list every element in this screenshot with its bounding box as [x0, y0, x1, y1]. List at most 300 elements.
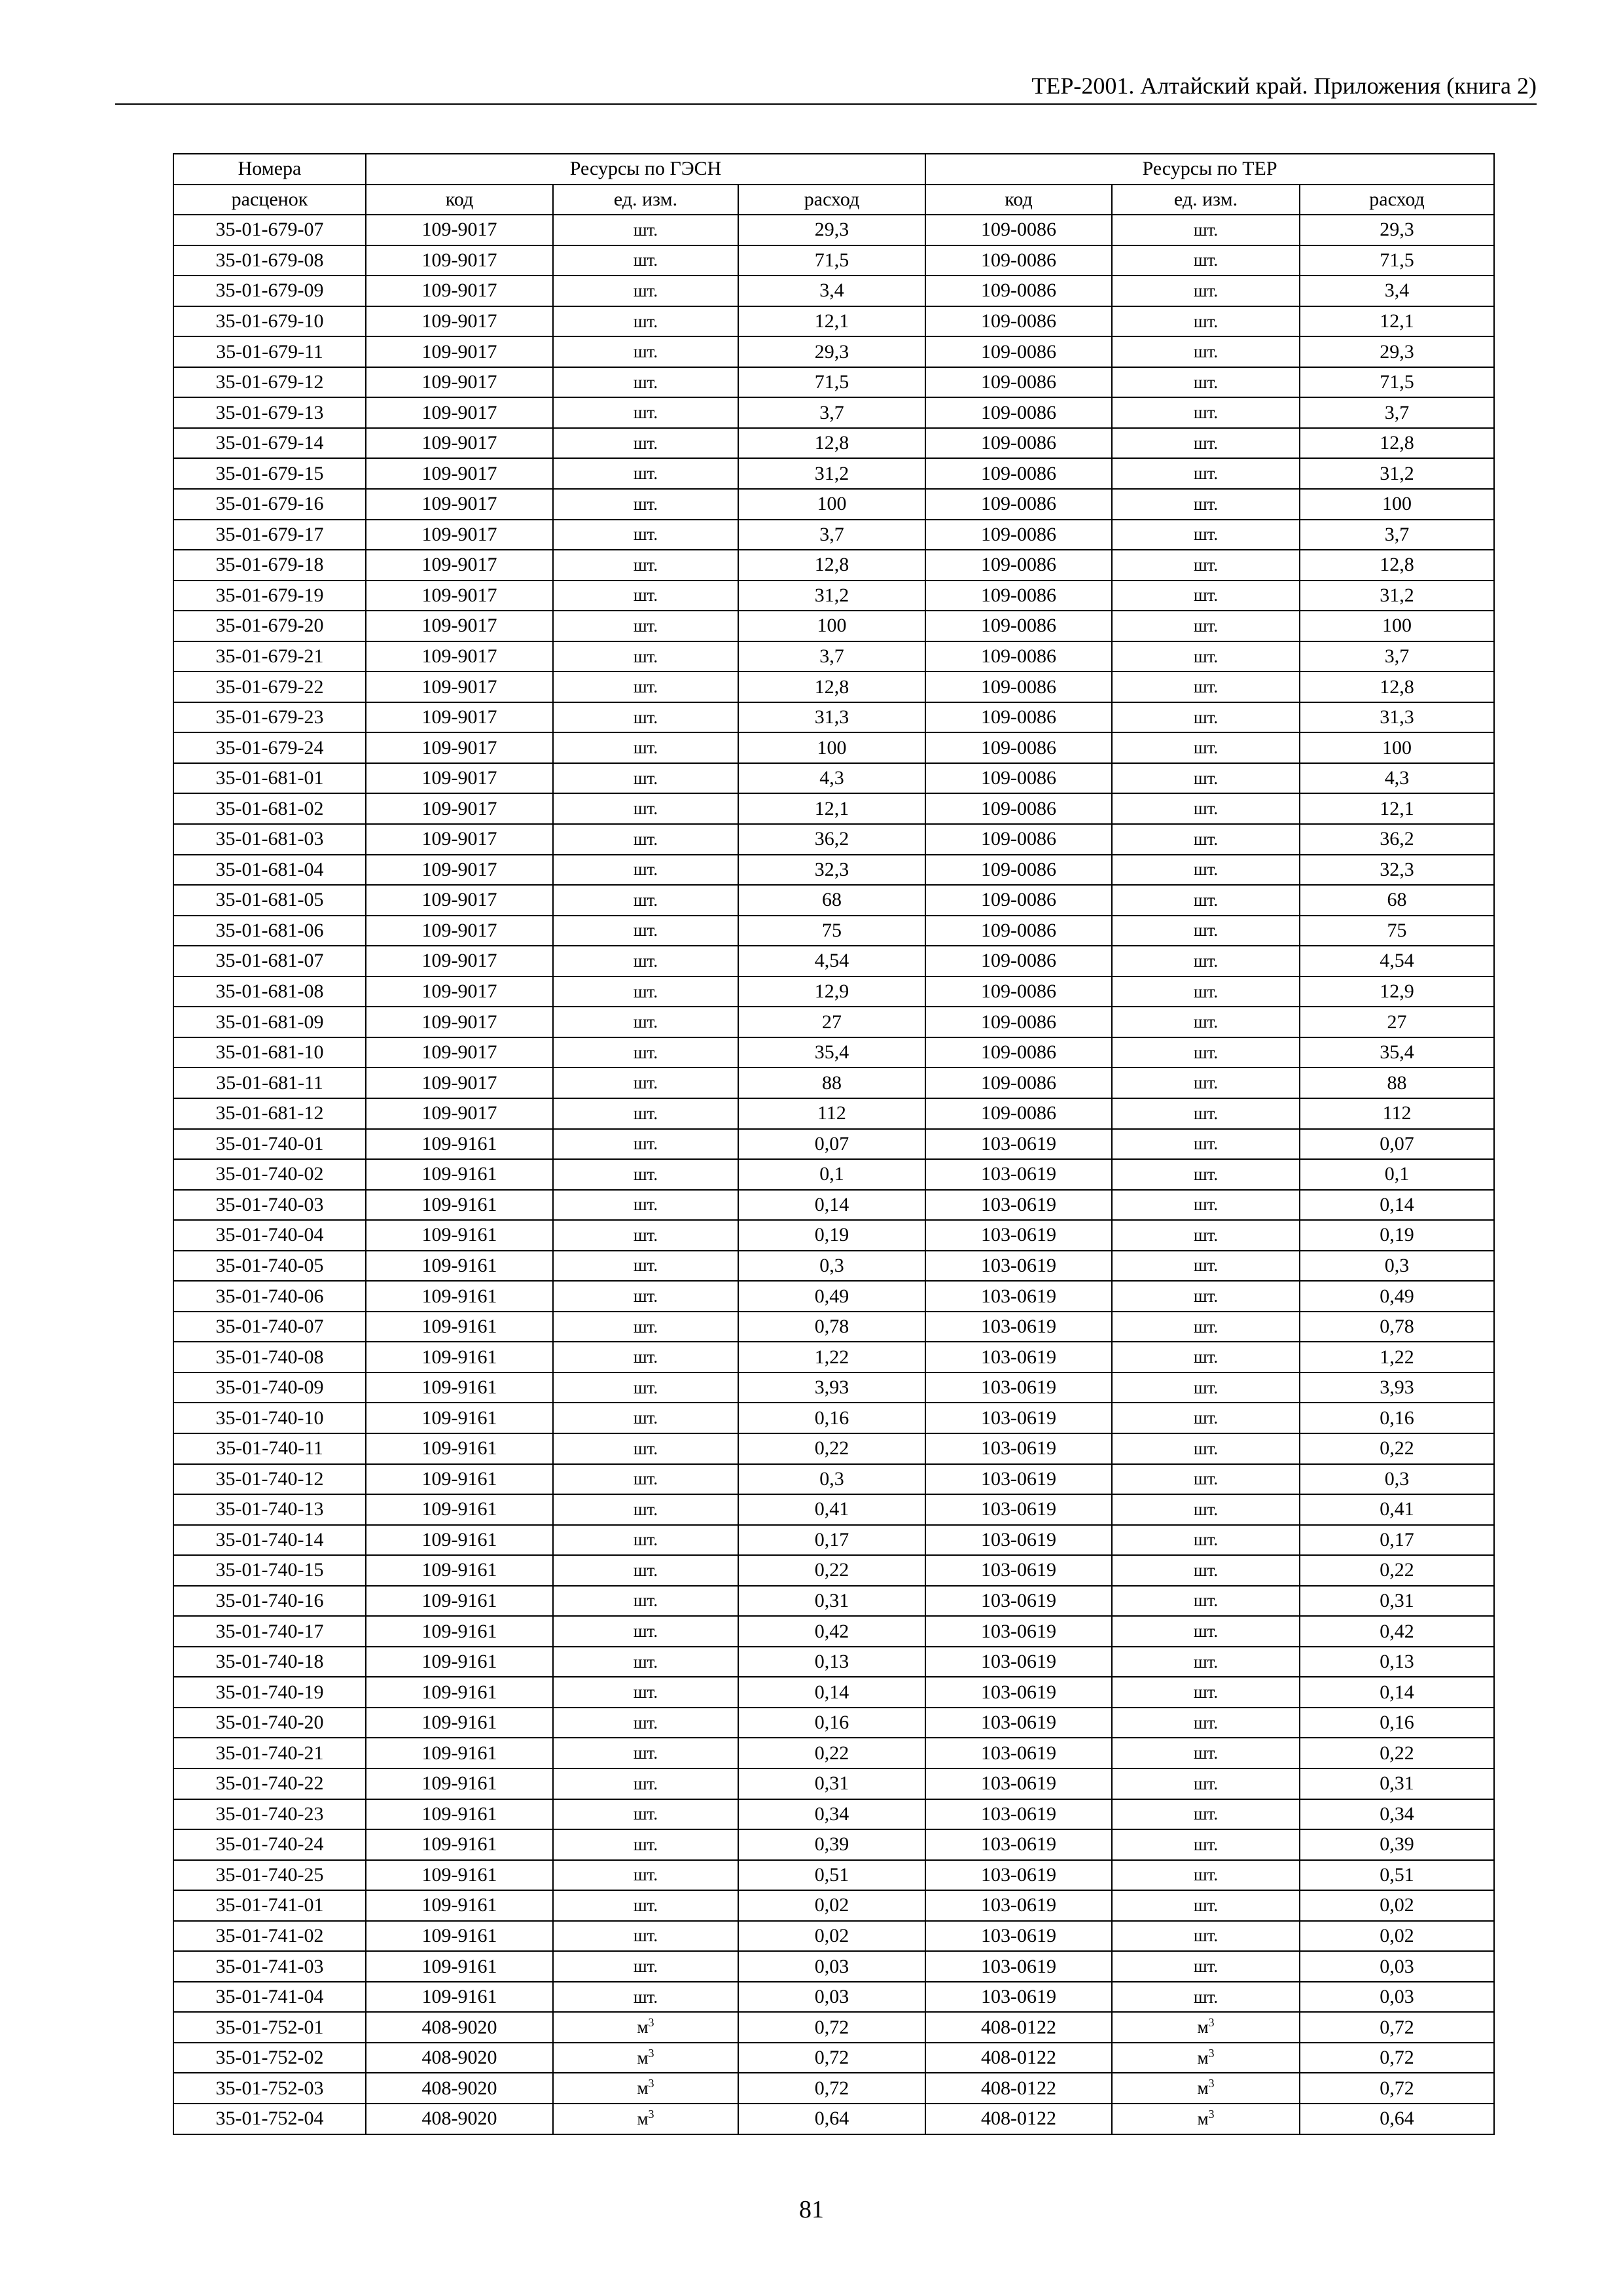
ter-code-cell: 103-0619	[925, 1312, 1112, 1342]
table-row	[173, 2073, 1494, 2104]
gesn-code-cell: 109-9161	[366, 1403, 553, 1433]
gesn-unit-cell: шт.	[553, 1494, 738, 1525]
gesn-code-cell: 109-9161	[366, 1951, 553, 1982]
rate-number-cell: 35-01-752-03	[173, 2073, 366, 2104]
gesn-unit-cell: шт.	[553, 1616, 738, 1647]
gesn-code-cell: 109-9017	[366, 550, 553, 581]
table-row	[173, 855, 1494, 886]
gesn-unit-cell: шт.	[553, 1312, 738, 1342]
table-row	[173, 1860, 1494, 1891]
gesn-unit-cell: шт.	[553, 1525, 738, 1556]
rate-number-cell: 35-01-679-18	[173, 550, 366, 581]
ter-unit-cell: шт.	[1112, 1829, 1300, 1860]
rate-number-cell: 35-01-679-22	[173, 672, 366, 702]
ter-unit-cell: шт.	[1112, 916, 1300, 946]
ter-amount-cell: 27	[1300, 1007, 1494, 1037]
ter-unit-cell: шт.	[1112, 1464, 1300, 1495]
gesn-unit-cell: шт.	[553, 276, 738, 306]
ter-unit-cell: шт.	[1112, 1281, 1300, 1312]
table-row	[173, 1890, 1494, 1921]
ter-unit-cell: шт.	[1112, 702, 1300, 733]
ter-code-cell: 408-0122	[925, 2073, 1112, 2104]
gesn-amount-cell: 0,19	[738, 1220, 925, 1251]
ter-unit-cell: шт.	[1112, 1890, 1300, 1921]
ter-unit-cell: шт.	[1112, 1220, 1300, 1251]
gesn-amount-cell: 29,3	[738, 215, 925, 245]
ter-amount-cell: 0,14	[1300, 1677, 1494, 1708]
gesn-code-cell: 109-9161	[366, 1921, 553, 1952]
gesn-amount-cell: 12,1	[738, 793, 925, 824]
rate-number-cell: 35-01-679-11	[173, 336, 366, 367]
gesn-amount-cell: 3,7	[738, 641, 925, 672]
ter-unit-cell: $м^3$	[1112, 2073, 1300, 2104]
rate-number-cell: 35-01-681-10	[173, 1037, 366, 1068]
gesn-unit-cell: шт.	[553, 1799, 738, 1830]
table-row	[173, 946, 1494, 977]
rate-number-cell: 35-01-740-14	[173, 1525, 366, 1556]
ter-amount-cell: 35,4	[1300, 1037, 1494, 1068]
ter-code-cell: 103-0619	[925, 1829, 1112, 1860]
ter-amount-cell: 0,3	[1300, 1251, 1494, 1282]
rate-number-cell: 35-01-740-23	[173, 1799, 366, 1830]
ter-amount-cell: 0,1	[1300, 1159, 1494, 1190]
gesn-amount-cell: 12,9	[738, 977, 925, 1007]
table-row	[173, 1982, 1494, 2013]
gesn-code-cell: 109-9017	[366, 581, 553, 611]
table-row	[173, 367, 1494, 398]
ter-code-cell: 109-0086	[925, 1007, 1112, 1037]
gesn-code-cell: 109-9017	[366, 824, 553, 855]
ter-amount-cell: 12,1	[1300, 306, 1494, 337]
ter-code-cell: 109-0086	[925, 611, 1112, 641]
ter-code-cell: 109-0086	[925, 550, 1112, 581]
ter-code-cell: 103-0619	[925, 1159, 1112, 1190]
gesn-unit-cell: шт.	[553, 1220, 738, 1251]
ter-unit-cell: шт.	[1112, 611, 1300, 641]
ter-amount-cell: 4,3	[1300, 763, 1494, 794]
gesn-unit-cell: шт.	[553, 1738, 738, 1768]
rate-number-cell: 35-01-741-04	[173, 1982, 366, 2013]
rate-number-cell: 35-01-679-23	[173, 702, 366, 733]
ter-amount-cell: 0,64	[1300, 2104, 1494, 2134]
ter-code-cell: 109-0086	[925, 732, 1112, 763]
gesn-unit-cell: шт.	[553, 1951, 738, 1982]
ter-unit-cell: шт.	[1112, 520, 1300, 550]
gesn-amount-cell: 0,72	[738, 2012, 925, 2043]
gesn-amount-cell: 31,2	[738, 581, 925, 611]
ter-code-cell: 109-0086	[925, 397, 1112, 428]
gesn-unit-cell: шт.	[553, 520, 738, 550]
gesn-unit-cell: шт.	[553, 702, 738, 733]
ter-code-cell: 109-0086	[925, 458, 1112, 489]
ter-amount-cell: 0,78	[1300, 1312, 1494, 1342]
gesn-amount-cell: 112	[738, 1098, 925, 1129]
ter-amount-cell: 31,3	[1300, 702, 1494, 733]
ter-unit-cell: шт.	[1112, 1799, 1300, 1830]
gesn-code-cell: 109-9161	[366, 1190, 553, 1221]
ter-unit-cell: $м^3$	[1112, 2104, 1300, 2134]
rate-number-cell: 35-01-740-11	[173, 1433, 366, 1464]
ter-code-cell: 103-0619	[925, 1647, 1112, 1677]
gesn-unit-cell: шт.	[553, 1067, 738, 1098]
table-row	[173, 1738, 1494, 1768]
ter-amount-cell: 4,54	[1300, 946, 1494, 977]
rate-number-cell: 35-01-681-11	[173, 1067, 366, 1098]
ter-unit-cell: шт.	[1112, 1312, 1300, 1342]
gesn-unit-cell: шт.	[553, 916, 738, 946]
table-row	[173, 1007, 1494, 1037]
gesn-code-cell: 109-9017	[366, 1067, 553, 1098]
rate-number-cell: 35-01-679-14	[173, 428, 366, 459]
gesn-unit-cell: шт.	[553, 1251, 738, 1282]
ter-unit-cell: шт.	[1112, 276, 1300, 306]
ter-unit-cell: шт.	[1112, 977, 1300, 1007]
gesn-amount-cell: 27	[738, 1007, 925, 1037]
rate-number-cell: 35-01-679-08	[173, 245, 366, 276]
ter-amount-cell: 0,39	[1300, 1829, 1494, 1860]
ter-unit-cell: шт.	[1112, 641, 1300, 672]
ter-unit-cell: шт.	[1112, 1433, 1300, 1464]
gesn-code-cell: 109-9017	[366, 336, 553, 367]
gesn-code-cell: 109-9161	[366, 1464, 553, 1495]
ter-code-cell: 109-0086	[925, 641, 1112, 672]
gesn-unit-cell: шт.	[553, 550, 738, 581]
rate-number-cell: 35-01-679-16	[173, 489, 366, 520]
gesn-amount-cell: 4,54	[738, 946, 925, 977]
rate-number-cell: 35-01-740-05	[173, 1251, 366, 1282]
ter-amount-cell: 1,22	[1300, 1342, 1494, 1372]
gesn-unit-cell: шт.	[553, 215, 738, 245]
rate-number-cell: 35-01-740-18	[173, 1647, 366, 1677]
gesn-unit-cell: шт.	[553, 1677, 738, 1708]
gesn-unit-cell: шт.	[553, 336, 738, 367]
gesn-amount-cell: 0,3	[738, 1464, 925, 1495]
ter-code-cell: 109-0086	[925, 306, 1112, 337]
gesn-code-cell: 109-9161	[366, 1738, 553, 1768]
ter-amount-cell: 31,2	[1300, 458, 1494, 489]
col-header-ter-unit: ед. изм.	[1112, 185, 1300, 215]
ter-amount-cell: 0,22	[1300, 1555, 1494, 1586]
rate-number-cell: 35-01-681-02	[173, 793, 366, 824]
ter-unit-cell: шт.	[1112, 1921, 1300, 1952]
rate-number-cell: 35-01-740-12	[173, 1464, 366, 1495]
gesn-unit-cell: шт.	[553, 367, 738, 398]
gesn-amount-cell: 0,78	[738, 1312, 925, 1342]
table-row	[173, 2043, 1494, 2073]
ter-amount-cell: 0,22	[1300, 1738, 1494, 1768]
gesn-code-cell: 109-9161	[366, 1647, 553, 1677]
rate-number-cell: 35-01-681-03	[173, 824, 366, 855]
ter-amount-cell: 0,72	[1300, 2073, 1494, 2104]
ter-amount-cell: 68	[1300, 885, 1494, 916]
table-row	[173, 1037, 1494, 1068]
col-header-ter-code: код	[925, 185, 1112, 215]
gesn-amount-cell: 12,8	[738, 672, 925, 702]
gesn-unit-cell: шт.	[553, 1555, 738, 1586]
gesn-unit-cell: шт.	[553, 1921, 738, 1952]
ter-unit-cell: шт.	[1112, 1494, 1300, 1525]
gesn-unit-cell: шт.	[553, 1860, 738, 1891]
ter-amount-cell: 71,5	[1300, 245, 1494, 276]
gesn-amount-cell: 100	[738, 732, 925, 763]
rate-number-cell: 35-01-740-17	[173, 1616, 366, 1647]
ter-unit-cell: шт.	[1112, 1708, 1300, 1738]
ter-amount-cell: 12,9	[1300, 977, 1494, 1007]
gesn-unit-cell: шт.	[553, 946, 738, 977]
gesn-amount-cell: 0,42	[738, 1616, 925, 1647]
ter-code-cell: 103-0619	[925, 1982, 1112, 2013]
table-row	[173, 397, 1494, 428]
gesn-unit-cell: шт.	[553, 1281, 738, 1312]
ter-unit-cell: шт.	[1112, 1586, 1300, 1617]
rate-number-cell: 35-01-679-10	[173, 306, 366, 337]
gesn-amount-cell: 0,16	[738, 1403, 925, 1433]
gesn-amount-cell: 71,5	[738, 367, 925, 398]
ter-unit-cell: шт.	[1112, 1616, 1300, 1647]
ter-unit-cell: шт.	[1112, 1768, 1300, 1799]
gesn-code-cell: 109-9161	[366, 1372, 553, 1403]
ter-unit-cell: шт.	[1112, 1525, 1300, 1556]
gesn-code-cell: 109-9017	[366, 397, 553, 428]
ter-amount-cell: 71,5	[1300, 367, 1494, 398]
gesn-code-cell: 109-9017	[366, 611, 553, 641]
gesn-code-cell: 109-9161	[366, 1220, 553, 1251]
table-row	[173, 1342, 1494, 1372]
table-row	[173, 1921, 1494, 1952]
table-row	[173, 1951, 1494, 1982]
ter-unit-cell: шт.	[1112, 1403, 1300, 1433]
gesn-unit-cell: шт.	[553, 1890, 738, 1921]
rate-number-cell: 35-01-679-24	[173, 732, 366, 763]
ter-code-cell: 109-0086	[925, 581, 1112, 611]
table-row	[173, 702, 1494, 733]
ter-code-cell: 103-0619	[925, 1890, 1112, 1921]
table-row	[173, 1067, 1494, 1098]
gesn-code-cell: 109-9161	[366, 1890, 553, 1921]
ter-unit-cell: шт.	[1112, 367, 1300, 398]
ter-amount-cell: 88	[1300, 1067, 1494, 1098]
gesn-unit-cell: шт.	[553, 1768, 738, 1799]
ter-unit-cell: шт.	[1112, 397, 1300, 428]
gesn-code-cell: 109-9017	[366, 793, 553, 824]
rate-number-cell: 35-01-679-15	[173, 458, 366, 489]
gesn-unit-cell: шт.	[553, 1829, 738, 1860]
gesn-amount-cell: 0,64	[738, 2104, 925, 2134]
rate-number-cell: 35-01-740-01	[173, 1129, 366, 1160]
ter-amount-cell: 3,7	[1300, 397, 1494, 428]
ter-code-cell: 103-0619	[925, 1677, 1112, 1708]
table-row	[173, 1494, 1494, 1525]
table-row	[173, 916, 1494, 946]
ter-amount-cell: 36,2	[1300, 824, 1494, 855]
gesn-unit-cell: шт.	[553, 641, 738, 672]
table-row	[173, 306, 1494, 337]
ter-amount-cell: 0,22	[1300, 1433, 1494, 1464]
ter-amount-cell: 0,02	[1300, 1921, 1494, 1952]
ter-unit-cell: шт.	[1112, 1098, 1300, 1129]
table-row	[173, 672, 1494, 702]
gesn-unit-cell: $м^3$	[553, 2073, 738, 2104]
ter-amount-cell: 3,93	[1300, 1372, 1494, 1403]
ter-code-cell: 109-0086	[925, 793, 1112, 824]
gesn-amount-cell: 0,22	[738, 1433, 925, 1464]
ter-unit-cell: шт.	[1112, 1007, 1300, 1037]
gesn-code-cell: 109-9017	[366, 732, 553, 763]
ter-code-cell: 109-0086	[925, 916, 1112, 946]
gesn-amount-cell: 0,49	[738, 1281, 925, 1312]
gesn-code-cell: 109-9017	[366, 885, 553, 916]
ter-unit-cell: шт.	[1112, 215, 1300, 245]
ter-code-cell: 103-0619	[925, 1372, 1112, 1403]
ter-unit-cell: шт.	[1112, 1129, 1300, 1160]
gesn-code-cell: 109-9161	[366, 1829, 553, 1860]
ter-unit-cell: шт.	[1112, 824, 1300, 855]
rate-number-cell: 35-01-740-04	[173, 1220, 366, 1251]
ter-unit-cell: шт.	[1112, 946, 1300, 977]
ter-amount-cell: 3,7	[1300, 641, 1494, 672]
gesn-code-cell: 109-9161	[366, 1433, 553, 1464]
table-row	[173, 885, 1494, 916]
ter-code-cell: 109-0086	[925, 1067, 1112, 1098]
ter-code-cell: 103-0619	[925, 1768, 1112, 1799]
header-numbers: Номера	[173, 154, 366, 185]
column-header-row	[173, 185, 1494, 215]
gesn-code-cell: 109-9017	[366, 916, 553, 946]
ter-unit-cell: шт.	[1112, 1190, 1300, 1221]
gesn-amount-cell: 35,4	[738, 1037, 925, 1068]
table-row	[173, 1159, 1494, 1190]
rate-number-cell: 35-01-740-22	[173, 1768, 366, 1799]
ter-unit-cell: $м^3$	[1112, 2012, 1300, 2043]
ter-code-cell: 109-0086	[925, 276, 1112, 306]
ter-code-cell: 103-0619	[925, 1251, 1112, 1282]
ter-code-cell: 103-0619	[925, 1951, 1112, 1982]
gesn-code-cell: 109-9017	[366, 428, 553, 459]
table-row	[173, 489, 1494, 520]
gesn-code-cell: 109-9017	[366, 215, 553, 245]
gesn-amount-cell: 12,1	[738, 306, 925, 337]
table-row	[173, 215, 1494, 245]
ter-unit-cell: шт.	[1112, 763, 1300, 794]
gesn-code-cell: 109-9161	[366, 1768, 553, 1799]
table-row	[173, 1433, 1494, 1464]
gesn-amount-cell: 0,72	[738, 2043, 925, 2073]
gesn-code-cell: 109-9017	[366, 245, 553, 276]
gesn-amount-cell: 71,5	[738, 245, 925, 276]
table-row	[173, 1129, 1494, 1160]
table-row	[173, 2012, 1494, 2043]
ter-amount-cell: 100	[1300, 611, 1494, 641]
gesn-unit-cell: шт.	[553, 1342, 738, 1372]
gesn-unit-cell: $м^3$	[553, 2043, 738, 2073]
gesn-amount-cell: 0,14	[738, 1677, 925, 1708]
rate-number-cell: 35-01-740-19	[173, 1677, 366, 1708]
gesn-amount-cell: 0,3	[738, 1251, 925, 1282]
gesn-code-cell: 109-9017	[366, 946, 553, 977]
ter-code-cell: 103-0619	[925, 1342, 1112, 1372]
gesn-amount-cell: 0,51	[738, 1860, 925, 1891]
table-row	[173, 1799, 1494, 1830]
ter-amount-cell: 3,4	[1300, 276, 1494, 306]
gesn-unit-cell: шт.	[553, 672, 738, 702]
ter-unit-cell: шт.	[1112, 885, 1300, 916]
gesn-code-cell: 109-9161	[366, 1555, 553, 1586]
table-row	[173, 1586, 1494, 1617]
gesn-code-cell: 109-9017	[366, 641, 553, 672]
rate-number-cell: 35-01-740-24	[173, 1829, 366, 1860]
rate-number-cell: 35-01-679-20	[173, 611, 366, 641]
gesn-code-cell: 109-9017	[366, 1007, 553, 1037]
ter-amount-cell: 29,3	[1300, 215, 1494, 245]
gesn-code-cell: 109-9017	[366, 276, 553, 306]
gesn-code-cell: 109-9161	[366, 1525, 553, 1556]
ter-unit-cell: шт.	[1112, 855, 1300, 886]
ter-code-cell: 103-0619	[925, 1616, 1112, 1647]
ter-amount-cell: 12,8	[1300, 672, 1494, 702]
table-row	[173, 520, 1494, 550]
gesn-amount-cell: 29,3	[738, 336, 925, 367]
gesn-amount-cell: 0,03	[738, 1951, 925, 1982]
gesn-amount-cell: 36,2	[738, 824, 925, 855]
gesn-code-cell: 408-9020	[366, 2012, 553, 2043]
gesn-unit-cell: шт.	[553, 1129, 738, 1160]
gesn-unit-cell: шт.	[553, 793, 738, 824]
ter-unit-cell: шт.	[1112, 1555, 1300, 1586]
table-row	[173, 1281, 1494, 1312]
table-row	[173, 1555, 1494, 1586]
ter-unit-cell: шт.	[1112, 1982, 1300, 2013]
ter-code-cell: 408-0122	[925, 2104, 1112, 2134]
resources-table	[173, 153, 1495, 2135]
rate-number-cell: 35-01-681-05	[173, 885, 366, 916]
ter-unit-cell: шт.	[1112, 336, 1300, 367]
rate-number-cell: 35-01-679-21	[173, 641, 366, 672]
gesn-amount-cell: 12,8	[738, 428, 925, 459]
gesn-code-cell: 109-9017	[366, 520, 553, 550]
ter-code-cell: 103-0619	[925, 1525, 1112, 1556]
gesn-amount-cell: 0,39	[738, 1829, 925, 1860]
gesn-amount-cell: 3,7	[738, 397, 925, 428]
rate-number-cell: 35-01-741-03	[173, 1951, 366, 1982]
gesn-amount-cell: 0,34	[738, 1799, 925, 1830]
ter-code-cell: 103-0619	[925, 1281, 1112, 1312]
table-row	[173, 1098, 1494, 1129]
gesn-unit-cell: шт.	[553, 458, 738, 489]
rate-number-cell: 35-01-740-07	[173, 1312, 366, 1342]
ter-code-cell: 103-0619	[925, 1494, 1112, 1525]
ter-code-cell: 109-0086	[925, 977, 1112, 1007]
ter-code-cell: 109-0086	[925, 428, 1112, 459]
ter-amount-cell: 0,16	[1300, 1403, 1494, 1433]
header-ter: Ресурсы по ТЕР	[925, 154, 1494, 185]
table-row	[173, 428, 1494, 459]
gesn-code-cell: 109-9017	[366, 763, 553, 794]
rate-number-cell: 35-01-740-08	[173, 1342, 366, 1372]
gesn-code-cell: 109-9161	[366, 1342, 553, 1372]
gesn-amount-cell: 0,72	[738, 2073, 925, 2104]
ter-code-cell: 103-0619	[925, 1433, 1112, 1464]
ter-unit-cell: шт.	[1112, 672, 1300, 702]
ter-amount-cell: 0,3	[1300, 1464, 1494, 1495]
col-header-gesn-unit: ед. изм.	[553, 185, 738, 215]
gesn-code-cell: 109-9161	[366, 1251, 553, 1282]
ter-code-cell: 103-0619	[925, 1738, 1112, 1768]
table-row	[173, 581, 1494, 611]
gesn-amount-cell: 0,03	[738, 1982, 925, 2013]
ter-amount-cell: 0,42	[1300, 1616, 1494, 1647]
ter-unit-cell: шт.	[1112, 793, 1300, 824]
rate-number-cell: 35-01-679-07	[173, 215, 366, 245]
